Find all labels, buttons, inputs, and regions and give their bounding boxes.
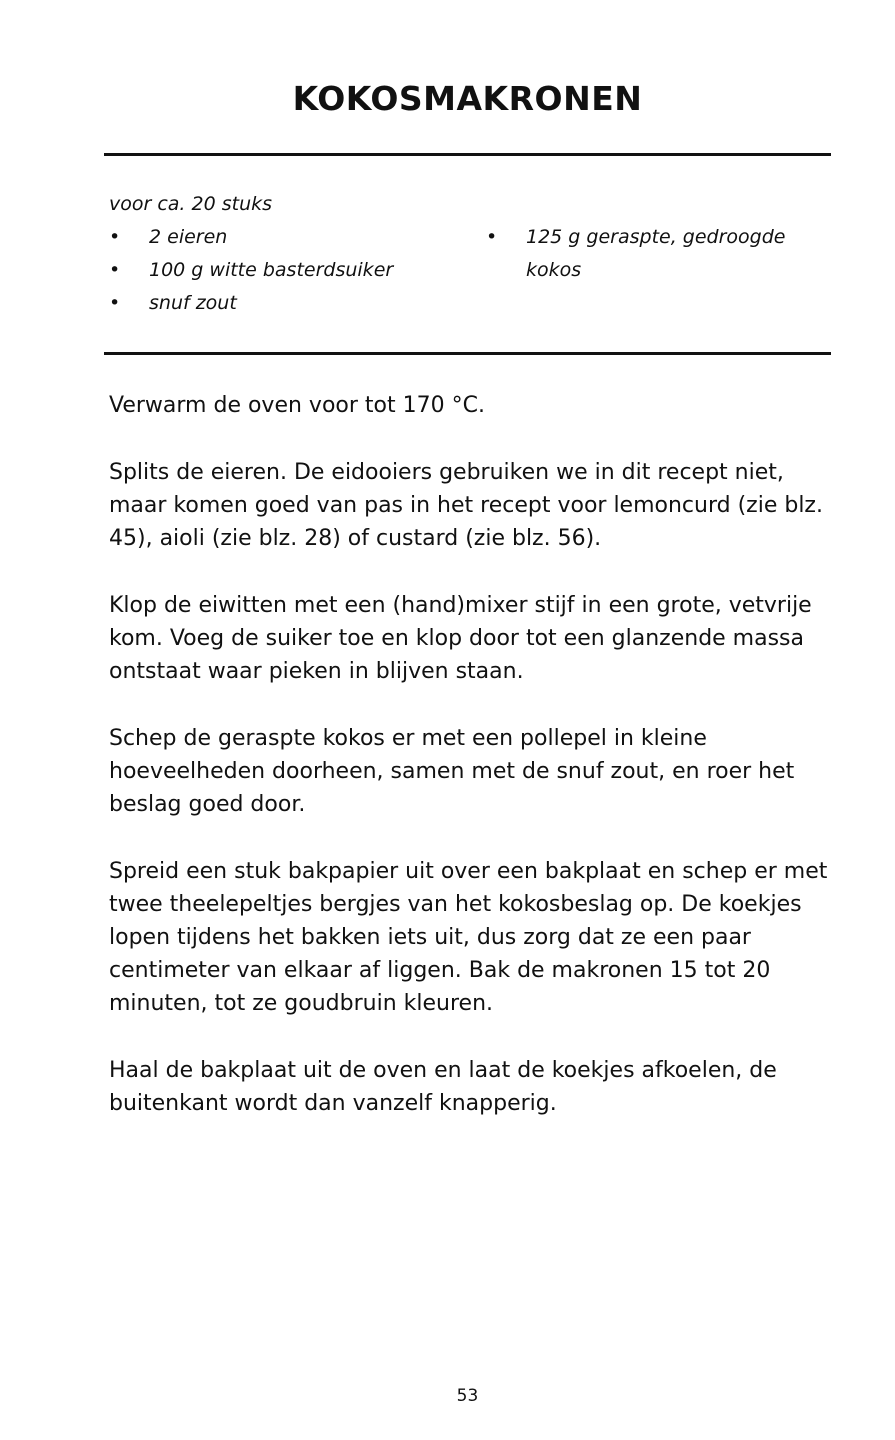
top-divider bbox=[104, 153, 831, 156]
ingredient-item bbox=[109, 287, 469, 320]
step-paragraph: Spreid een stuk bakpapier uit over een bakplaat en schep er met twee theelepeltjes bergjes van het kokosbeslag op. De koekjes lopen tijdens het bakken iets uit, dus zorg dat ze een paar centimeter van elkaar af liggen. Bak de makronen 15 tot 20 minuten, tot ze goudbruin kleuren. bbox=[109, 859, 828, 1016]
bullet-icon: • bbox=[486, 226, 498, 248]
preparation-steps bbox=[109, 389, 834, 1154]
ingredient-item bbox=[486, 221, 806, 287]
ingredients-list-right bbox=[486, 221, 806, 287]
bullet-icon: • bbox=[109, 259, 121, 281]
bottom-divider bbox=[104, 352, 831, 355]
ingredients-section bbox=[0, 186, 895, 336]
step-paragraph: Splits de eieren. De eidooiers gebruiken we in dit recept niet, maar komen goed van pas in het recept voor lemoncurd (zie blz. 45), aioli (zie blz. 28) of custard (zie blz. 56). bbox=[109, 460, 823, 551]
bullet-icon: • bbox=[109, 226, 121, 248]
step-paragraph: Klop de eiwitten met een (hand)mixer stijf in een grote, vetvrije kom. Voeg de suiker toe en klop door tot een glanzende massa ontstaat waar pieken in blijven staan. bbox=[109, 593, 812, 684]
step-paragraph: Verwarm de oven voor tot 170 °C. bbox=[109, 393, 485, 418]
step-paragraph: Schep de geraspte kokos er met een pollepel in kleine hoeveelheden doorheen, samen met de snuf zout, en roer het beslag goed door. bbox=[109, 726, 795, 817]
ingredient-text: 125 g geraspte, gedroogde kokos bbox=[526, 226, 786, 281]
ingredient-text: 2 eieren bbox=[149, 226, 228, 248]
bullet-icon: • bbox=[109, 292, 121, 314]
page-number: 53 bbox=[456, 1386, 479, 1406]
ingredient-item bbox=[109, 254, 469, 287]
yield-text: voor ca. 20 stuks bbox=[109, 193, 273, 215]
ingredient-text: 100 g witte basterdsuiker bbox=[149, 259, 394, 281]
ingredient-item bbox=[109, 221, 469, 254]
step-paragraph: Haal de bakplaat uit de oven en laat de koekjes afkoelen, de buitenkant wordt dan vanzelf knapperig. bbox=[109, 1058, 777, 1116]
ingredient-text: snuf zout bbox=[149, 292, 237, 314]
ingredients-list-left bbox=[109, 221, 469, 320]
recipe-title: KOKOSMAKRONEN bbox=[292, 79, 643, 118]
